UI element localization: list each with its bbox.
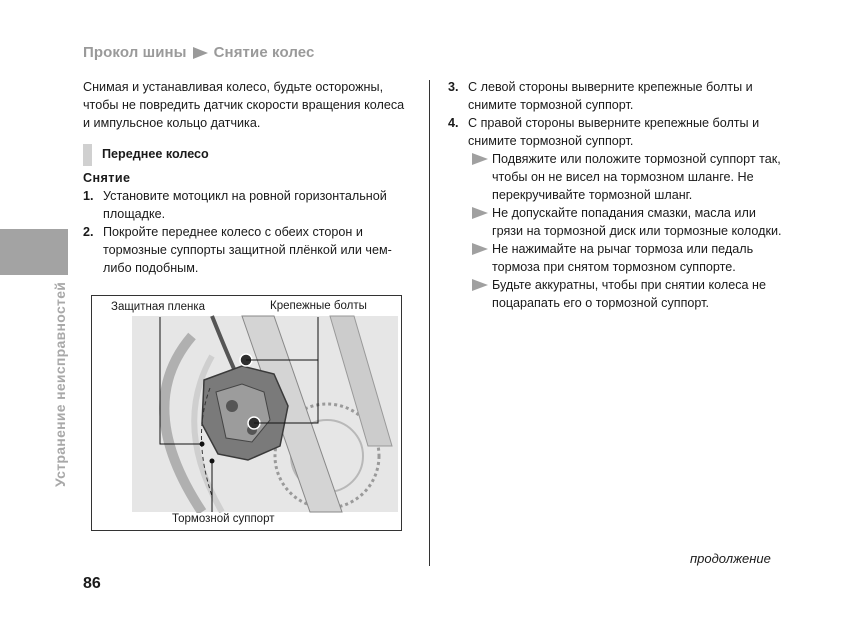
side-tab-marker	[0, 229, 68, 275]
note-text: Не нажимайте на рычаг тормоза или педаль тормоза при снятом тормозном суппорте.	[492, 242, 754, 274]
continued-label: продолжение	[690, 551, 771, 566]
notes-list	[472, 150, 784, 312]
note-item	[472, 276, 784, 312]
removal-heading: Снятие	[83, 171, 131, 185]
step-number: 4.	[448, 116, 459, 130]
side-tab-label: Устранение неисправностей	[52, 281, 68, 487]
step-text: Установите мотоцикл на ровной горизонтальной площадке.	[103, 189, 387, 221]
removal-steps	[83, 187, 411, 277]
note-arrow-icon	[472, 243, 488, 255]
step-item	[448, 78, 784, 114]
note-item	[472, 150, 784, 204]
caliper-figure	[91, 295, 402, 531]
step-text: С левой стороны выверните крепежные болты и снимите тормозной суппорт.	[468, 80, 753, 112]
breadcrumb	[83, 44, 314, 61]
section-heading	[83, 144, 411, 164]
step-number: 3.	[448, 80, 459, 94]
breadcrumb-arrow-icon	[193, 47, 208, 59]
step-text: Покройте переднее колесо с обеих сторон и тормозные суппорты защитной плёнкой или чем-либо подобным.	[103, 225, 392, 275]
note-text: Не допускайте попадания смазки, масла или грязи на тормозной диск или тормозные колодки.	[492, 206, 782, 238]
section-title: Переднее колесо	[102, 147, 209, 161]
right-steps	[448, 78, 784, 150]
left-column	[83, 78, 411, 277]
intro-paragraph: Снимая и устанавливая колесо, будьте осторожны, чтобы не повредить датчик скорости вращения колеса и импульсное кольцо датчика.	[83, 80, 405, 130]
page-number: 86	[83, 575, 101, 592]
right-column	[448, 78, 784, 312]
section-bar	[83, 144, 92, 166]
breadcrumb-part-1: Прокол шины	[83, 44, 187, 61]
caliper-illustration	[92, 296, 401, 530]
note-item	[472, 240, 784, 276]
step-text: С правой стороны выверните крепежные болты и снимите тормозной суппорт.	[468, 116, 760, 148]
step-item	[83, 223, 411, 277]
note-item	[472, 204, 784, 240]
step-number: 1.	[83, 189, 94, 203]
label-protective-film: Защитная пленка	[111, 301, 206, 313]
note-text: Будьте аккуратны, чтобы при снятии колеса не поцарапать его о тормозной суппорт.	[492, 278, 766, 310]
label-brake-caliper: Тормозной суппорт	[172, 513, 275, 525]
step-item	[448, 114, 784, 150]
note-arrow-icon	[472, 153, 488, 165]
step-number: 2.	[83, 225, 94, 239]
note-text: Подвяжите или положите тормозной суппорт так, чтобы он не висел на тормозном шланге. Не перекручивайте тормозной шланг.	[492, 152, 781, 202]
label-mounting-bolts: Крепежные болты	[270, 300, 367, 312]
note-arrow-icon	[472, 207, 488, 219]
note-arrow-icon	[472, 279, 488, 291]
column-divider	[429, 80, 430, 566]
breadcrumb-part-2: Снятие колес	[213, 44, 315, 61]
step-item	[83, 187, 411, 223]
